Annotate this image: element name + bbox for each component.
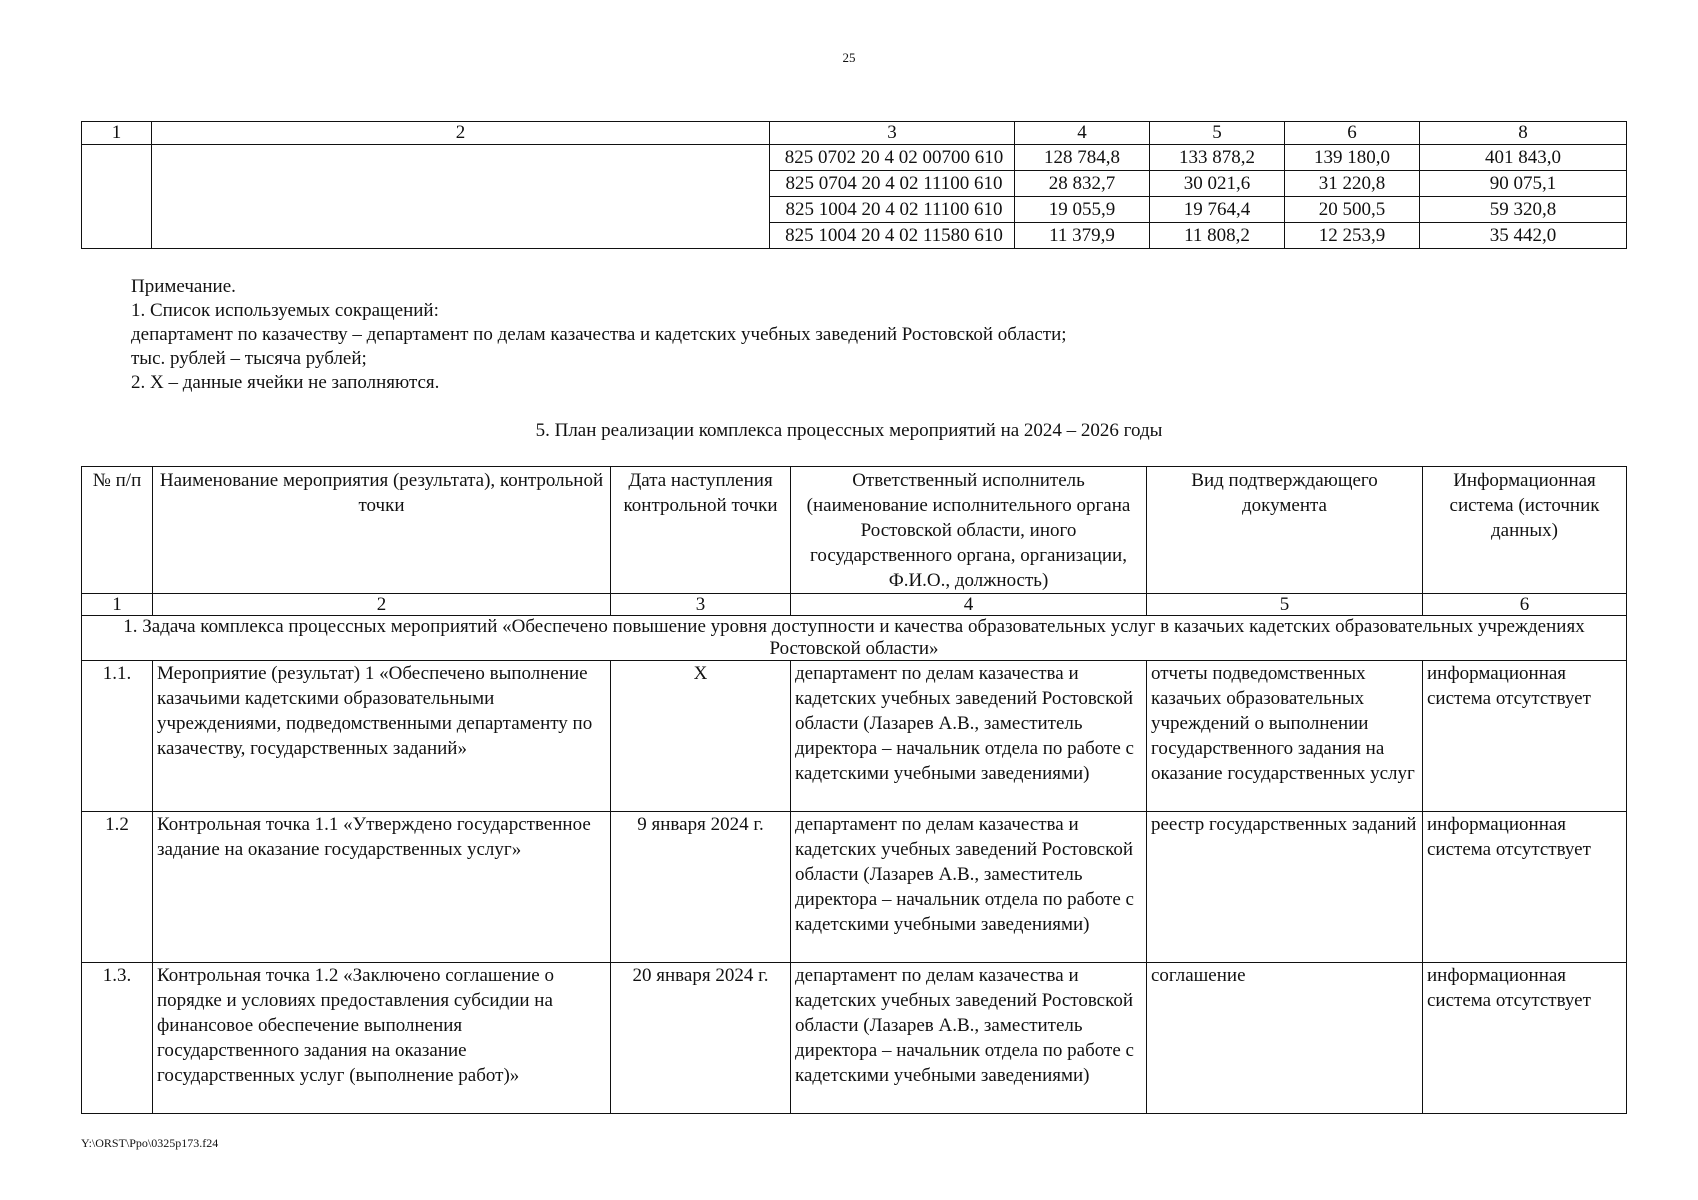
- table-row: [82, 145, 1627, 171]
- note-line: 1. Список используемых сокращений:: [131, 300, 439, 321]
- col-number: 6: [1285, 122, 1420, 145]
- col-number: 5: [1150, 122, 1285, 145]
- header-name: Наименование мероприятия (результата), контрольной точки: [153, 467, 611, 594]
- event-name: Мероприятие (результат) 1 «Обеспечено выполнение казачьими кадетскими образовательными учреждениями, подведомственными департаменту по казачеству, государственных заданий»: [153, 661, 611, 812]
- amount-total: 59 320,8: [1420, 197, 1627, 223]
- table-header-row: [82, 122, 1627, 145]
- table-header-row: [82, 467, 1627, 594]
- col-number: 4: [1015, 122, 1150, 145]
- confirming-document: соглашение: [1147, 963, 1423, 1114]
- footer-file-path: Y:\ORST\Ppo\0325p173.f24: [81, 1136, 219, 1150]
- task-row: [82, 616, 1627, 661]
- amount-2026: 12 253,9: [1285, 223, 1420, 249]
- implementation-plan-table: [81, 466, 1627, 1114]
- table-row: [82, 812, 1627, 963]
- information-system: информационная система отсутствует: [1423, 963, 1627, 1114]
- amount-2026: 20 500,5: [1285, 197, 1420, 223]
- note-line: 2. Х – данные ячейки не заполняются.: [131, 372, 440, 393]
- table-row: [82, 963, 1627, 1114]
- checkpoint-date: 9 января 2024 г.: [611, 812, 791, 963]
- section-title: 5. План реализации комплекса процессных мероприятий на 2024 – 2026 годы: [535, 420, 1163, 441]
- note-line: тыс. рублей – тысяча рублей;: [131, 348, 367, 369]
- budget-code: 825 0704 20 4 02 11100 610: [770, 171, 1015, 197]
- col-number: 2: [153, 594, 611, 616]
- checkpoint-date: 20 января 2024 г.: [611, 963, 791, 1114]
- row-number: 1.2: [82, 812, 153, 963]
- table-row: [82, 661, 1627, 812]
- amount-2025: 11 808,2: [1150, 223, 1285, 249]
- col-number: 4: [791, 594, 1147, 616]
- note-line: департамент по казачеству – департамент по делам казачества и кадетских учебных заведений Ростовской области;: [131, 324, 1067, 345]
- header-system: Информационная система (источник данных): [1423, 467, 1627, 594]
- header-executor: Ответственный исполнитель (наименование исполнительного органа Ростовской области, иного государственного органа, организации, Ф.И.О., должность): [791, 467, 1147, 594]
- responsible-executor: департамент по делам казачества и кадетских учебных заведений Ростовской области (Лазарев А.В., заместитель директора – начальник отдела по работе с кадетскими учебными заведениями): [791, 812, 1147, 963]
- amount-2026: 139 180,0: [1285, 145, 1420, 171]
- budget-code: 825 0702 20 4 02 00700 610: [770, 145, 1015, 171]
- empty-cell: [82, 145, 152, 249]
- empty-cell: [152, 145, 770, 249]
- col-number: 1: [82, 594, 153, 616]
- col-number: 5: [1147, 594, 1423, 616]
- amount-2024: 11 379,9: [1015, 223, 1150, 249]
- event-name: Контрольная точка 1.2 «Заключено соглашение о порядке и условиях предоставления субсидии на финансовое обеспечение выполнения государственного задания на оказание государственных услуг (выполнение работ)»: [153, 963, 611, 1114]
- amount-2024: 28 832,7: [1015, 171, 1150, 197]
- amount-2026: 31 220,8: [1285, 171, 1420, 197]
- confirming-document: отчеты подведомственных казачьих образовательных учреждений о выполнении государственного задания на оказание государственных услуг: [1147, 661, 1423, 812]
- information-system: информационная система отсутствует: [1423, 661, 1627, 812]
- page-number: 25: [842, 50, 856, 65]
- amount-2025: 19 764,4: [1150, 197, 1285, 223]
- row-number: 1.1.: [82, 661, 153, 812]
- information-system: информационная система отсутствует: [1423, 812, 1627, 963]
- checkpoint-date: Х: [611, 661, 791, 812]
- responsible-executor: департамент по делам казачества и кадетских учебных заведений Ростовской области (Лазарев А.В., заместитель директора – начальник отдела по работе с кадетскими учебными заведениями): [791, 661, 1147, 812]
- budget-code: 825 1004 20 4 02 11580 610: [770, 223, 1015, 249]
- column-number-row: [82, 594, 1627, 616]
- note-block: [131, 275, 1067, 395]
- header-number: № п/п: [82, 467, 153, 594]
- amount-total: 90 075,1: [1420, 171, 1627, 197]
- amount-2025: 133 878,2: [1150, 145, 1285, 171]
- row-number: 1.3.: [82, 963, 153, 1114]
- col-number: 3: [611, 594, 791, 616]
- amount-total: 35 442,0: [1420, 223, 1627, 249]
- confirming-document: реестр государственных заданий: [1147, 812, 1423, 963]
- header-document: Вид подтверждающего документа: [1147, 467, 1423, 594]
- note-title: Примечание.: [131, 276, 236, 297]
- amount-2024: 128 784,8: [1015, 145, 1150, 171]
- header-date: Дата наступления контрольной точки: [611, 467, 791, 594]
- budget-continuation-table: [81, 121, 1627, 249]
- amount-total: 401 843,0: [1420, 145, 1627, 171]
- responsible-executor: департамент по делам казачества и кадетских учебных заведений Ростовской области (Лазарев А.В., заместитель директора – начальник отдела по работе с кадетскими учебными заведениями): [791, 963, 1147, 1114]
- amount-2025: 30 021,6: [1150, 171, 1285, 197]
- col-number: 8: [1420, 122, 1627, 145]
- col-number: 1: [82, 122, 152, 145]
- budget-code: 825 1004 20 4 02 11100 610: [770, 197, 1015, 223]
- col-number: 6: [1423, 594, 1627, 616]
- amount-2024: 19 055,9: [1015, 197, 1150, 223]
- col-number: 2: [152, 122, 770, 145]
- event-name: Контрольная точка 1.1 «Утверждено государственное задание на оказание государственных услуг»: [153, 812, 611, 963]
- task-title: 1. Задача комплекса процессных мероприятий «Обеспечено повышение уровня доступности и качества образовательных услуг в казачьих кадетских образовательных учреждениях Ростовской области»: [82, 616, 1627, 661]
- col-number: 3: [770, 122, 1015, 145]
